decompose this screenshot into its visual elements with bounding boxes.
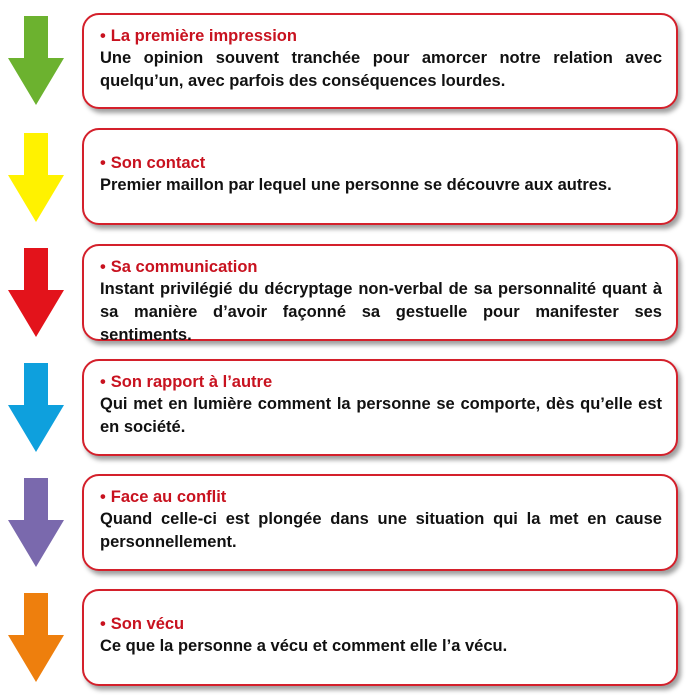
step-box	[82, 13, 678, 109]
down-arrow-icon	[6, 16, 66, 108]
step-box	[82, 359, 678, 456]
bullet-icon: •	[100, 154, 106, 172]
down-arrow-shape	[8, 478, 64, 567]
step-title	[100, 153, 662, 174]
bullet-icon: •	[100, 488, 106, 506]
step-description: Une opinion souvent tranchée pour amorcer notre relation avec quelqu’un, avec parfois des conséquences lourdes.	[100, 49, 662, 90]
down-arrow-shape	[8, 133, 64, 222]
step-description: Premier maillon par lequel une personne se découvre aux autres.	[100, 176, 612, 194]
down-arrow-icon	[6, 133, 66, 225]
step-box	[82, 244, 678, 344]
step-title	[100, 614, 662, 635]
bullet-icon: •	[100, 615, 106, 633]
step-box	[82, 128, 678, 225]
step-box	[82, 474, 678, 571]
down-arrow-icon	[6, 363, 66, 455]
step-title	[100, 372, 662, 393]
step-description: Quand celle-ci est plongée dans une situation qui la met en cause personnellement.	[100, 510, 662, 551]
step-title-text: La première impression	[110, 27, 297, 45]
step-title	[100, 26, 662, 47]
bullet-icon: •	[100, 27, 106, 45]
bullet-icon: •	[100, 373, 106, 391]
step-title	[100, 487, 662, 508]
step-title-text: Son rapport à l’autre	[110, 373, 273, 391]
down-arrow-shape	[8, 593, 64, 682]
step-description: Ce que la personne a vécu et comment elle l’a vécu.	[100, 637, 508, 655]
step-box	[82, 589, 678, 686]
down-arrow-icon	[6, 593, 66, 685]
step-description: Instant privilégié du décryptage non-verbal de sa personnalité quant à sa manière d’avoir façonné sa gestuelle pour manifester ses sentiments.	[100, 280, 662, 344]
down-arrow-shape	[8, 363, 64, 452]
step-title-text: Face au conflit	[110, 488, 227, 506]
step-title-text: Sa communication	[110, 258, 258, 276]
down-arrow-shape	[8, 16, 64, 105]
step-title-text: Son contact	[110, 154, 206, 172]
down-arrow-icon	[6, 478, 66, 570]
step-title-text: Son vécu	[110, 615, 185, 633]
down-arrow-shape	[8, 248, 64, 337]
down-arrow-icon	[6, 248, 66, 340]
step-title	[100, 257, 662, 278]
step-description: Qui met en lumière comment la personne se comporte, dès qu’elle est en société.	[100, 395, 662, 436]
bullet-icon: •	[100, 258, 106, 276]
